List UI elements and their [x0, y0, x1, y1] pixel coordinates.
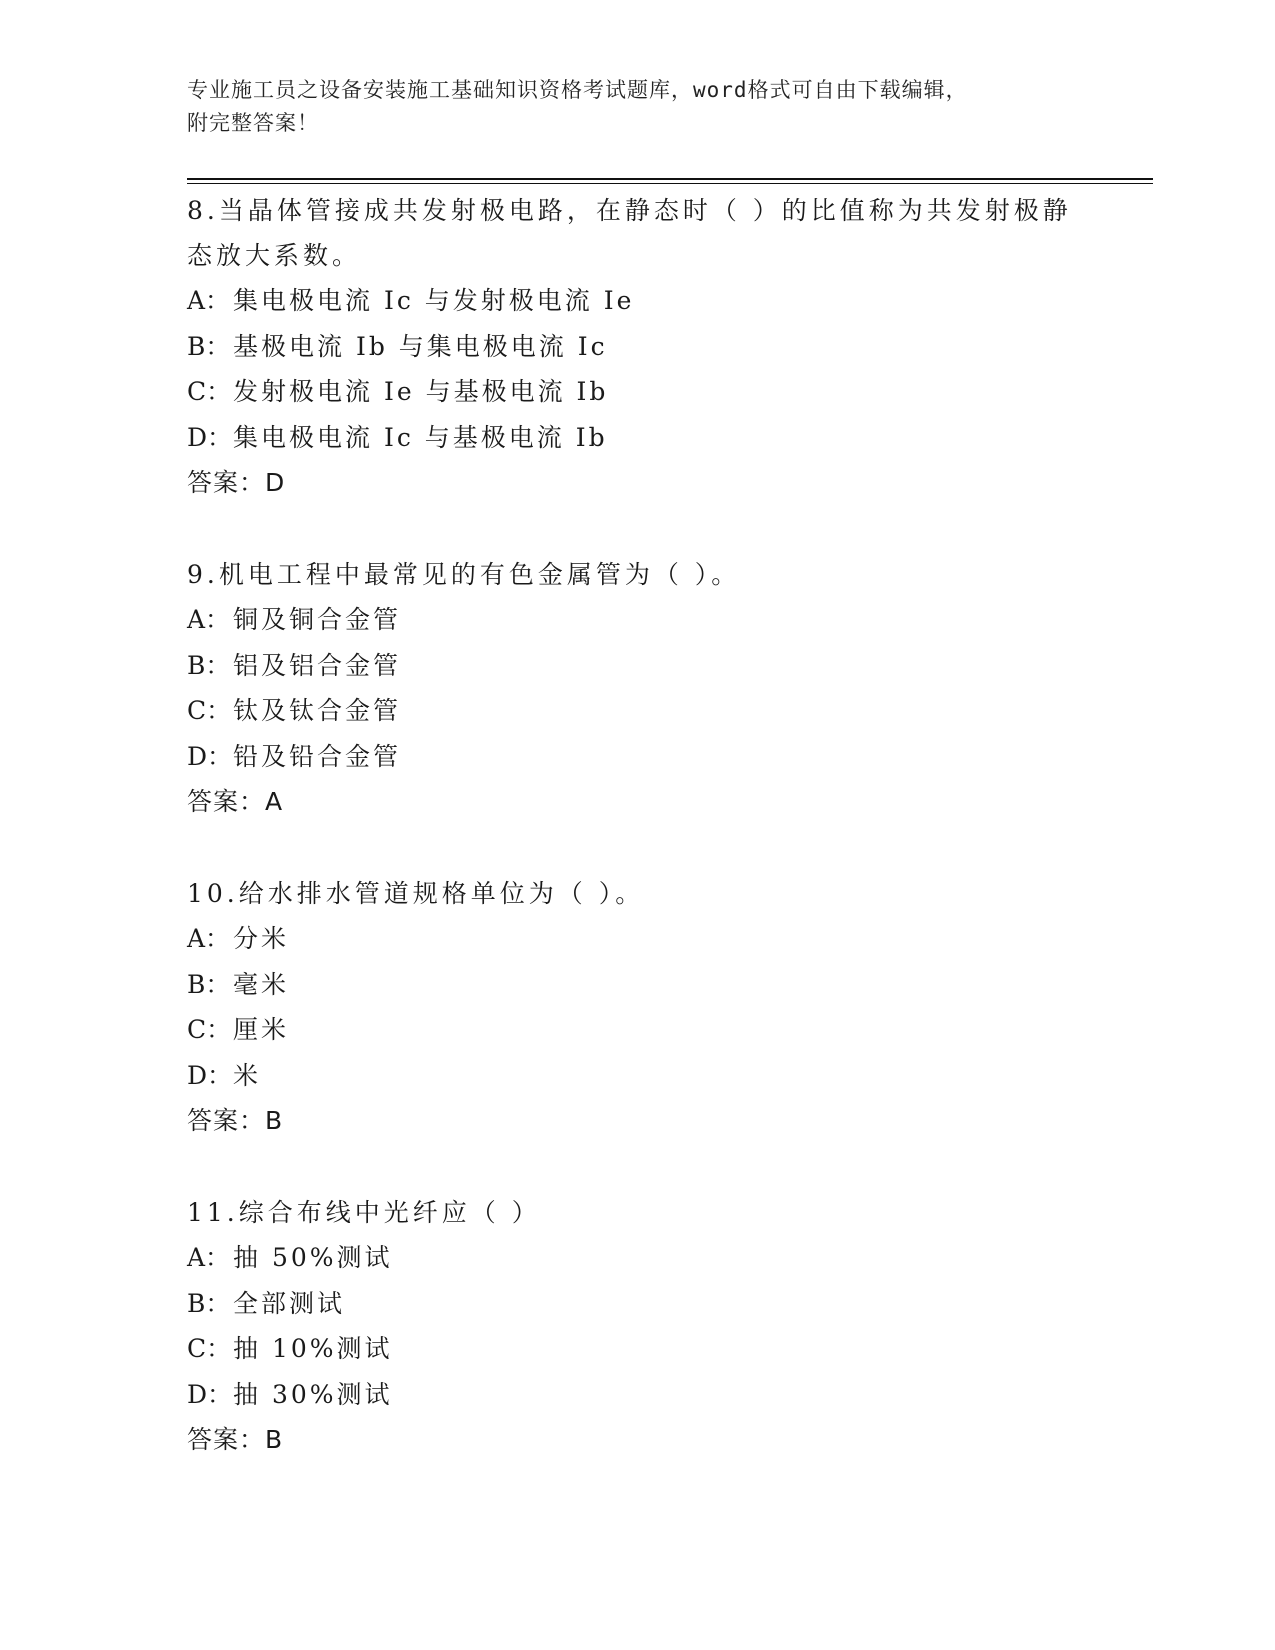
option-c: [187, 1326, 1087, 1372]
option-text: 抽 10%测试: [233, 1334, 393, 1363]
option-text: 铜及铜合金管: [233, 605, 402, 634]
question-stem: [187, 1190, 1087, 1235]
question-stem-line-1: 10.给水排水管道规格单位为（ ）。: [187, 879, 645, 908]
question-10: [187, 871, 1087, 1143]
option-c: [187, 688, 1087, 734]
option-b: [187, 324, 1087, 370]
option-c: [187, 1007, 1087, 1053]
answer-line: 答案：D: [187, 468, 286, 497]
option-letter: A：: [187, 924, 231, 953]
option-text: 抽 30%测试: [233, 1379, 393, 1409]
option-c: [187, 369, 1087, 415]
question-stem: [187, 188, 1087, 278]
question-list: [187, 188, 1087, 1509]
question-stem-line-1: 8.当晶体管接成共发射极电路，在静态时（ ）的比值称为共发射极静: [187, 196, 1072, 225]
option-text: 全部测试: [233, 1288, 346, 1318]
answer-line: 答案：B: [187, 1106, 284, 1135]
option-letter: C：: [187, 1015, 232, 1044]
option-letter: D：: [187, 1379, 233, 1409]
option-text: 钛及钛合金管: [233, 696, 402, 725]
option-b: [187, 1281, 1087, 1327]
option-a: [187, 916, 1087, 962]
option-text: 米: [233, 1060, 262, 1090]
option-d: [187, 1053, 1087, 1099]
header-line-2: 附完整答案！: [187, 111, 319, 135]
option-d: [187, 415, 1087, 461]
option-d: [187, 734, 1087, 780]
question-9: [187, 552, 1087, 824]
option-text: 铝及铝合金管: [233, 650, 402, 680]
option-text: 抽 50%测试: [233, 1243, 393, 1272]
option-text: 铅及铅合金管: [233, 741, 402, 771]
option-letter: B：: [187, 650, 231, 680]
option-text: 厘米: [233, 1015, 290, 1044]
question-stem-line-1: 9.机电工程中最常见的有色金属管为（ ）。: [187, 560, 741, 589]
option-b: [187, 643, 1087, 689]
header-divider-thick: [187, 178, 1153, 180]
option-text: 基极电流 Ib 与集电极电流 Ic: [233, 331, 608, 361]
option-letter: A：: [187, 605, 231, 634]
question-stem-line-1: 11.综合布线中光纤应（ ）: [187, 1198, 541, 1227]
question-stem: [187, 871, 1087, 916]
option-b: [187, 962, 1087, 1008]
option-letter: B：: [187, 331, 231, 361]
option-text: 毫米: [233, 969, 290, 999]
option-text: 集电极电流 Ic 与发射极电流 Ie: [233, 286, 635, 315]
option-a: [187, 597, 1087, 643]
answer-line: 答案：A: [187, 787, 284, 816]
option-letter: B：: [187, 1288, 231, 1318]
option-letter: C：: [187, 377, 232, 406]
option-letter: D：: [187, 422, 233, 452]
question-stem: [187, 552, 1087, 597]
option-text: 发射极电流 Ie 与基极电流 Ib: [233, 377, 609, 406]
question-stem-line-2: 态放大系数。: [187, 241, 362, 270]
option-d: [187, 1372, 1087, 1418]
option-letter: C：: [187, 696, 232, 725]
option-letter: A：: [187, 286, 231, 315]
option-letter: A：: [187, 1243, 231, 1272]
header-divider-thin: [187, 183, 1153, 184]
document-header: [187, 74, 1067, 140]
option-letter: D：: [187, 741, 233, 771]
answer-line: 答案：B: [187, 1425, 284, 1454]
header-line-1: 专业施工员之设备安装施工基础知识资格考试题库，word格式可自由下载编辑，: [187, 78, 968, 102]
option-a: [187, 1235, 1087, 1281]
question-11: [187, 1190, 1087, 1462]
option-letter: B：: [187, 969, 231, 999]
option-a: [187, 278, 1087, 324]
option-letter: C：: [187, 1334, 232, 1363]
option-text: 分米: [233, 924, 290, 953]
option-text: 集电极电流 Ic 与基极电流 Ib: [233, 422, 608, 452]
option-letter: D：: [187, 1060, 233, 1090]
question-8: [187, 188, 1087, 505]
